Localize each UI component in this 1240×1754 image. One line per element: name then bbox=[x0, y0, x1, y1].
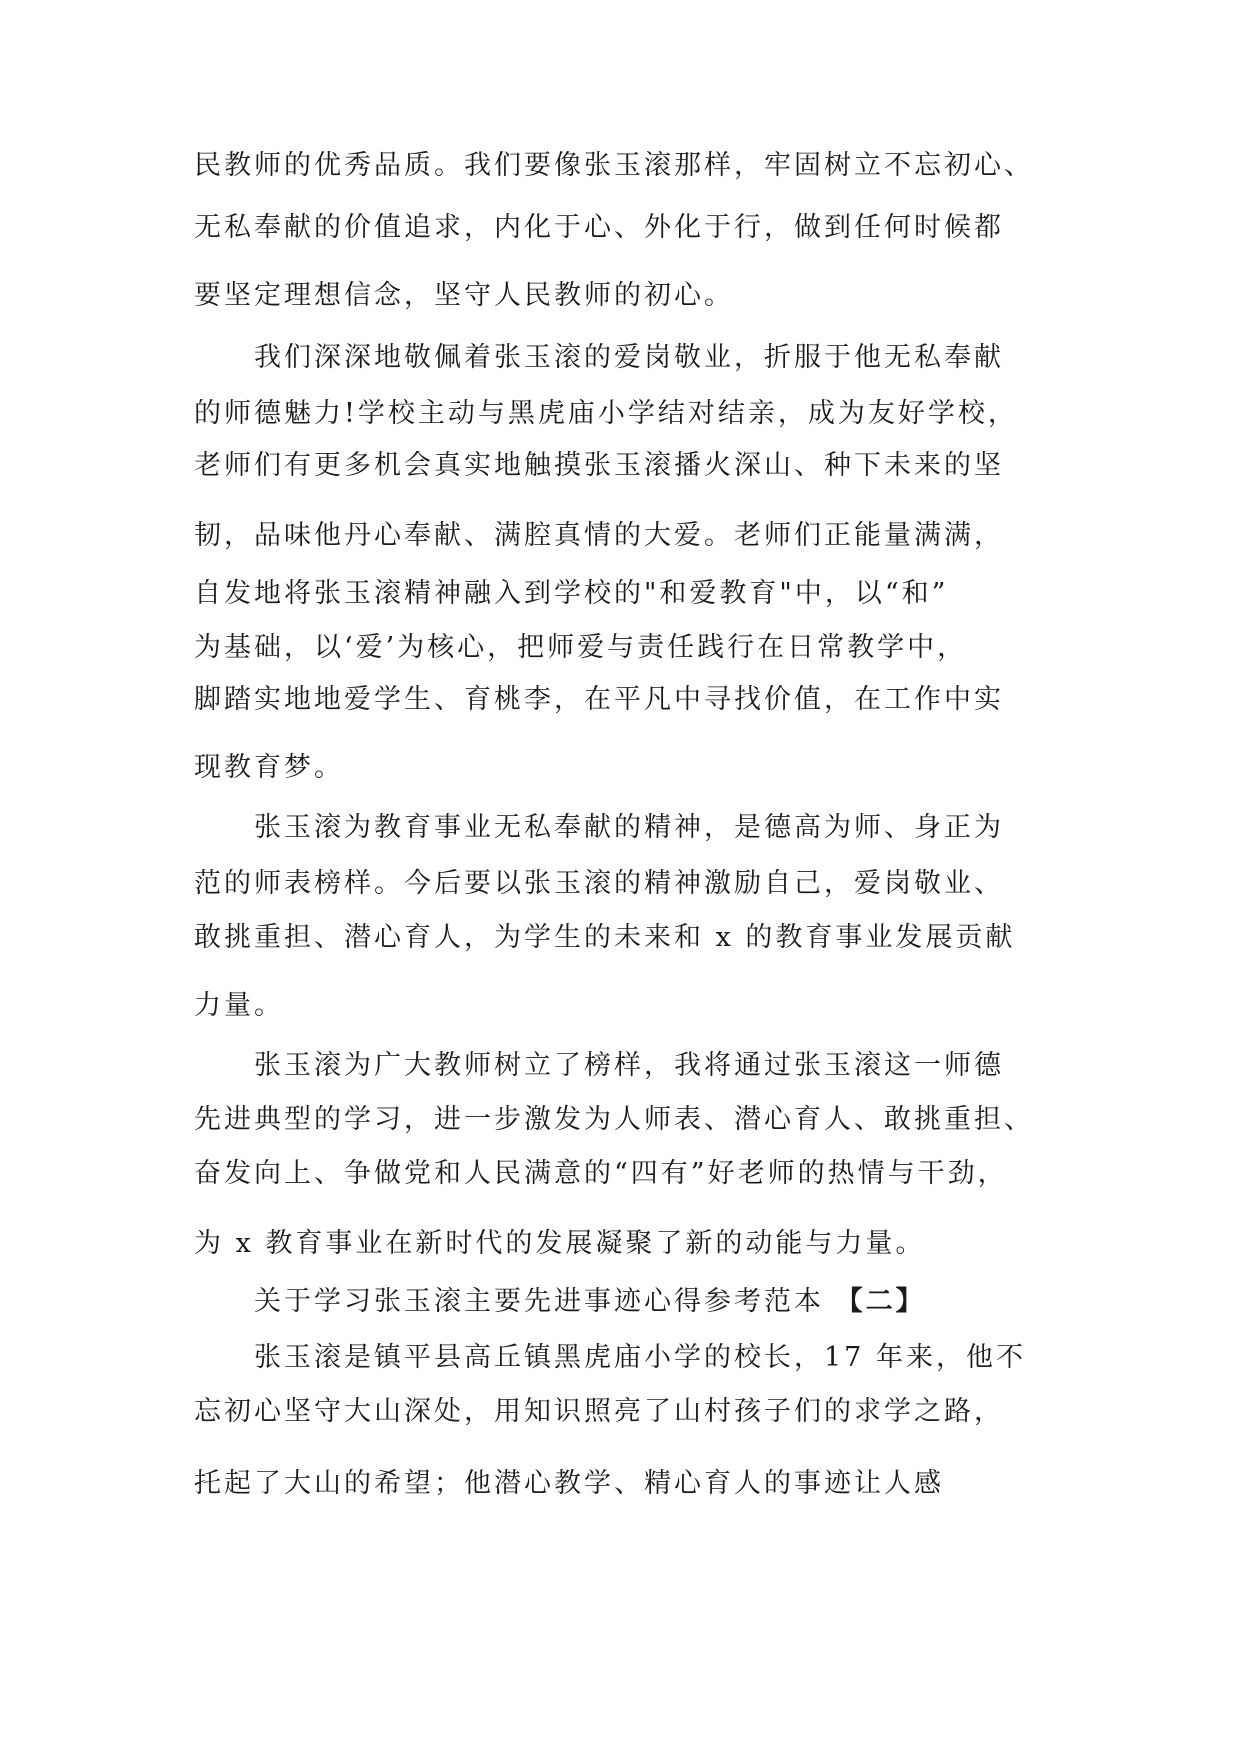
paragraph-line: 的师德魅力!学校主动与黑虎庙小学结对结亲，成为友好学校， bbox=[194, 398, 1018, 429]
paragraph-line: 自发地将张玉滚精神融入到学校的"和爱教育"中，以“和” bbox=[194, 578, 949, 609]
section-heading-number: 【二】 bbox=[835, 1286, 926, 1317]
paragraph-line: 张玉滚是镇平县高丘镇黑虎庙小学的校长，17 年来，他不 bbox=[254, 1342, 1026, 1373]
paragraph-line: 张玉滚为广大教师树立了榜样，我将通过张玉滚这一师德 bbox=[254, 1050, 1004, 1081]
paragraph-line: 力量。 bbox=[194, 990, 284, 1021]
paragraph-line: 现教育梦。 bbox=[194, 752, 344, 783]
paragraph-line: 我们深深地敬佩着张玉滚的爱岗敬业，折服于他无私奉献 bbox=[254, 342, 1004, 373]
paragraph-line: 为基础，以‘爱’为核心，把师爱与责任践行在日常教学中， bbox=[194, 632, 968, 663]
paragraph-line: 为 x 教育事业在新时代的发展凝聚了新的动能与力量。 bbox=[194, 1228, 926, 1259]
section-heading bbox=[254, 1284, 926, 1320]
section-heading-text: 关于学习张玉滚主要先进事迹心得参考范本 bbox=[254, 1286, 824, 1317]
paragraph-line: 无私奉献的价值追求，内化于心、外化于行，做到任何时候都 bbox=[194, 212, 1004, 243]
paragraph-line: 奋发向上、争做党和人民满意的“四有”好老师的热情与干劲， bbox=[194, 1158, 1008, 1189]
paragraph-line: 要坚定理想信念，坚守人民教师的初心。 bbox=[194, 280, 734, 311]
paragraph-line: 先进典型的学习，进一步激发为人师表、潜心育人、敢挑重担、 bbox=[194, 1104, 1034, 1135]
paragraph-line: 托起了大山的希望；他潜心教学、精心育人的事迹让人感 bbox=[194, 1468, 944, 1499]
paragraph-line: 韧，品味他丹心奉献、满腔真情的大爱。老师们正能量满满， bbox=[194, 520, 1004, 551]
paragraph-line: 忘初心坚守大山深处，用知识照亮了山村孩子们的求学之路， bbox=[194, 1396, 1004, 1427]
paragraph-line: 范的师表榜样。今后要以张玉滚的精神激励自己，爱岗敬业、 bbox=[194, 868, 1004, 899]
paragraph-line: 老师们有更多机会真实地触摸张玉滚播火深山、种下未来的坚 bbox=[194, 450, 1004, 481]
paragraph-line: 敢挑重担、潜心育人，为学生的未来和 x 的教育事业发展贡献 bbox=[194, 922, 1016, 953]
paragraph-line: 脚踏实地地爱学生、育桃李，在平凡中寻找价值，在工作中实 bbox=[194, 684, 1004, 715]
paragraph-line: 张玉滚为教育事业无私奉献的精神，是德高为师、身正为 bbox=[254, 812, 1004, 843]
paragraph-line: 民教师的优秀品质。我们要像张玉滚那样，牢固树立不忘初心、 bbox=[194, 150, 1034, 181]
